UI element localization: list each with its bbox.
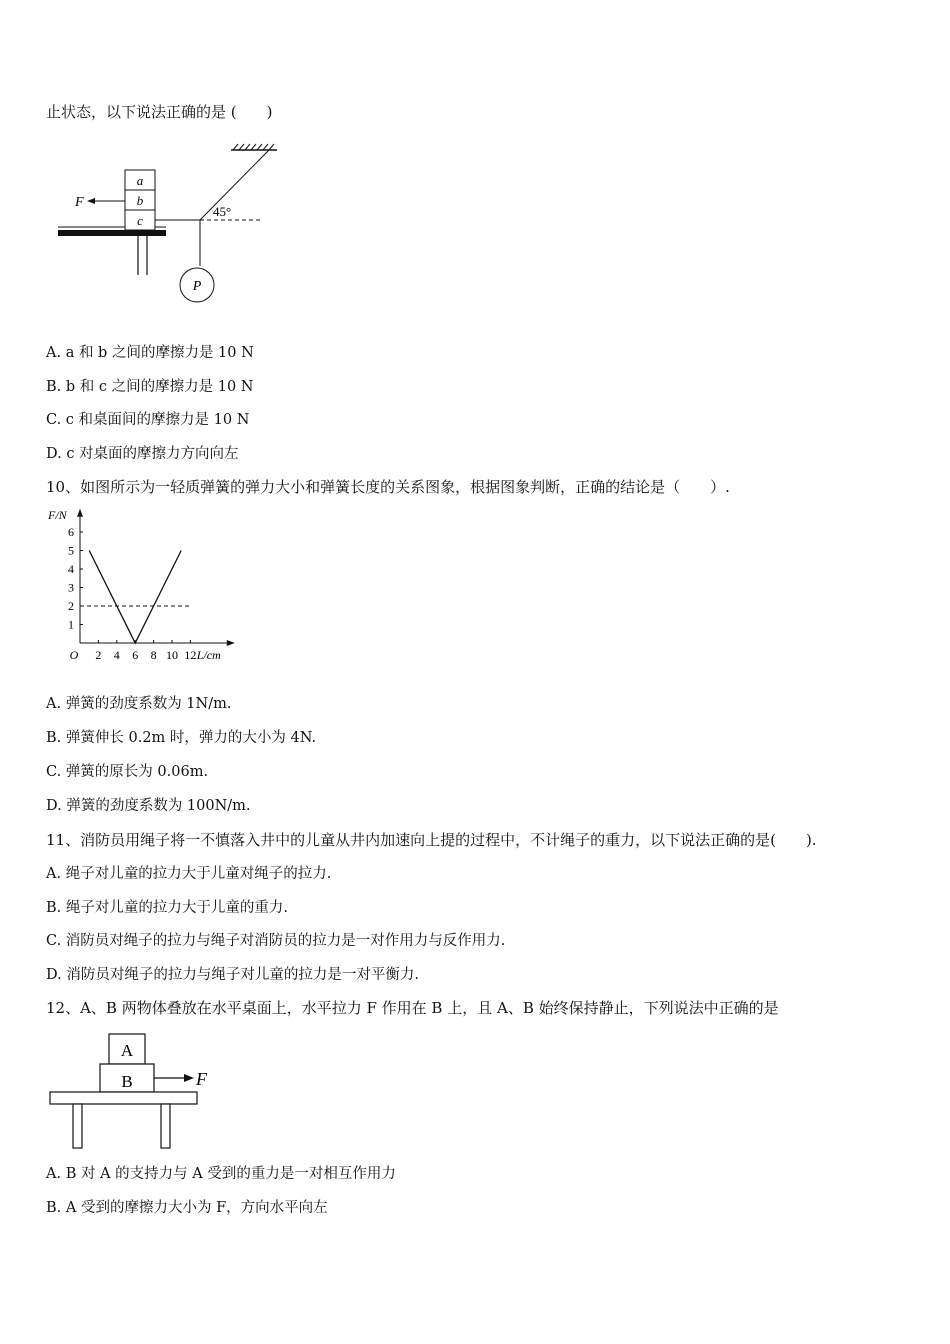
chart-series-line <box>89 551 181 644</box>
y-tick-label: 1 <box>68 617 74 632</box>
y-axis-arrow-icon <box>77 509 83 517</box>
q10-stem: 10、如图所示为一轻质弹簧的弹力大小和弹簧长度的关系图象，根据图象判断，正确的结论是（ ）. <box>46 478 730 496</box>
q12-table-leg-left <box>73 1104 82 1148</box>
q12-stem: 12、A、B 两物体叠放在水平桌面上，水平拉力 F 作用在 B 上，且 A、B 始终保持静止，下列说法中正确的是 <box>46 999 779 1017</box>
q12-label-F: F <box>196 1069 207 1089</box>
chart-origin-label: O <box>69 648 79 662</box>
x-tick-label: 6 <box>132 648 139 662</box>
q9-stem-tail: 止状态，以下说法正确的是 ( ) <box>46 103 273 121</box>
q9-arrow-icon <box>87 198 95 204</box>
q10-option-c: C. 弹簧的原长为 0.06m. <box>46 764 209 780</box>
x-tick-label: 4 <box>113 648 120 662</box>
q11-stem: 11、消防员用绳子将一不慎落入井中的儿童从井内加速向上提的过程中，不计绳子的重力，以下说法正确的是( ). <box>46 831 817 849</box>
q12-label-B: B <box>121 1072 133 1091</box>
q12-label-A: A <box>120 1041 134 1060</box>
y-tick-label: 4 <box>68 562 74 576</box>
q12-arrow-icon <box>184 1074 194 1082</box>
q9-figure <box>55 138 295 313</box>
q9-angle-label: 45° <box>213 204 232 219</box>
q9-option-c: C. c 和桌面间的摩擦力是 10 N <box>46 412 250 428</box>
chart-ylabel: F/N <box>48 507 67 522</box>
q12-table-top <box>50 1092 197 1104</box>
q9-option-b: B. b 和 c 之间的摩擦力是 10 N <box>46 379 254 395</box>
q9-label-P: P <box>192 279 202 294</box>
x-tick-label: 2 <box>95 648 102 662</box>
q9-label-b: b <box>136 193 144 208</box>
q9-label-a: a <box>136 173 144 188</box>
q11-option-d: D. 消防员对绳子的拉力与绳子对儿童的拉力是一对平衡力. <box>46 967 419 983</box>
q9-label-c: c <box>137 213 143 228</box>
x-tick-label: 12 <box>184 648 197 662</box>
q9-label-F: F <box>75 195 84 210</box>
q10-option-b: B. 弹簧伸长 0.2m 时，弹力的大小为 4N. <box>46 730 317 746</box>
q9-option-a: A. a 和 b 之间的摩擦力是 10 N <box>46 345 254 361</box>
q11-option-c: C. 消防员对绳子的拉力与绳子对消防员的拉力是一对作用力与反作用力. <box>46 933 506 949</box>
q10-spring-chart <box>40 507 240 670</box>
x-tick-label: 8 <box>150 648 157 662</box>
q10-option-a: A. 弹簧的劲度系数为 1N/m. <box>46 696 232 712</box>
chart-xlabel: L/cm <box>196 648 221 662</box>
q12-table-leg-right <box>161 1104 170 1148</box>
q12-option-a: A. B 对 A 的支持力与 A 受到的重力是一对相互作用力 <box>46 1166 396 1182</box>
y-tick-label: 5 <box>68 543 74 558</box>
y-tick-label: 2 <box>68 599 74 613</box>
q12-option-b: B. A 受到的摩擦力大小为 F，方向水平向左 <box>46 1200 328 1216</box>
q9-option-d: D. c 对桌面的摩擦力方向向左 <box>46 446 239 462</box>
q10-option-d: D. 弹簧的劲度系数为 100N/m. <box>46 798 251 814</box>
y-tick-label: 3 <box>68 580 74 595</box>
y-tick-label: 6 <box>68 525 74 539</box>
q11-option-a: A. 绳子对儿童的拉力大于儿童对绳子的拉力. <box>46 866 332 882</box>
x-tick-label: 10 <box>166 648 178 662</box>
q11-option-b: B. 绳子对儿童的拉力大于儿童的重力. <box>46 900 288 916</box>
q9-table-top <box>58 230 166 236</box>
q12-figure <box>48 1032 228 1152</box>
x-axis-arrow-icon <box>227 640 235 646</box>
